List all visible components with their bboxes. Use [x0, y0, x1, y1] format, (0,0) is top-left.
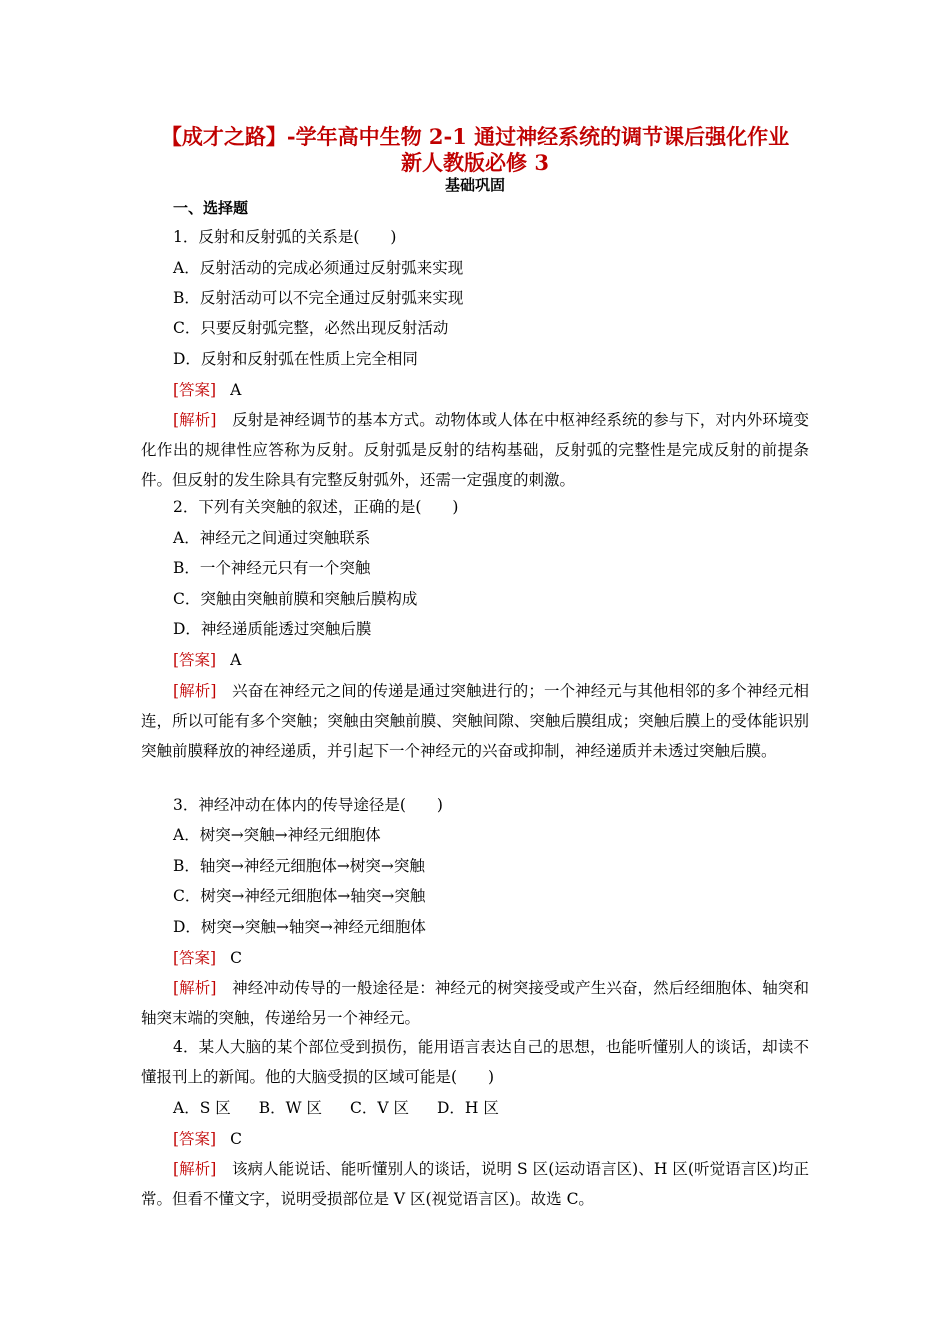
- question-1-option-b: B．反射活动可以不完全通过反射弧来实现: [173, 289, 464, 307]
- question-3-stem: 3．神经冲动在体内的传导途径是( ): [173, 796, 443, 814]
- question-2-option-b: B．一个神经元只有一个突触: [173, 559, 371, 577]
- question-2-option-a: A．神经元之间通过突触联系: [173, 529, 371, 547]
- document-subtitle: 基础巩固: [444, 176, 505, 194]
- question-4-option-c: C．V 区: [350, 1099, 409, 1117]
- analysis-tag: [解析]: [173, 979, 217, 997]
- question-1-analysis: [141, 405, 809, 495]
- answer-tag: [答案]: [173, 381, 217, 399]
- question-1-stem: 1．反射和反射弧的关系是( ): [173, 228, 397, 246]
- question-3-option-a: A．树突→突触→神经元细胞体: [173, 826, 381, 844]
- analysis-text: 神经冲动传导的一般途径是：神经元的树突接受或产生兴奋，然后经细胞体、轴突和轴突末端的突触，传递给另一个神经元。: [141, 979, 809, 1027]
- answer-value: A: [230, 651, 242, 669]
- question-4-stem: 4．某人大脑的某个部位受到损伤，能用语言表达自己的思想，也能听懂别人的谈话，却读不懂报刊上的新闻。他的大脑受损的区域可能是( ): [141, 1038, 809, 1086]
- question-2-option-c: C．突触由突触前膜和突触后膜构成: [173, 590, 418, 608]
- question-2-answer: [173, 650, 241, 670]
- analysis-text: 兴奋在神经元之间的传递是通过突触进行的；一个神经元与其他相邻的多个神经元相连，所以可能有多个突触；突触由突触前膜、突触间隙、突触后膜组成；突触后膜上的受体能识别突触前膜释放的神经递质，并引起下一个神经元的兴奋或抑制，神经递质并未透过突触后膜。: [141, 682, 809, 760]
- question-4-option-a: A．S 区: [173, 1099, 231, 1117]
- answer-value: C: [230, 949, 242, 967]
- question-2-option-d: D．神经递质能透过突触后膜: [173, 620, 372, 638]
- question-1-option-c: C．只要反射弧完整，必然出现反射活动: [173, 319, 449, 337]
- question-4-analysis: [141, 1154, 809, 1214]
- answer-tag: [答案]: [173, 1130, 217, 1148]
- answer-tag: [答案]: [173, 651, 217, 669]
- question-1-answer: [173, 380, 241, 400]
- document-title-line-1: 【成才之路】-学年高中生物 2-1 通过神经系统的调节课后强化作业: [160, 124, 790, 149]
- question-3-option-d: D．树突→突触→轴突→神经元细胞体: [173, 918, 426, 936]
- question-4-option-d: D．H 区: [436, 1099, 499, 1117]
- section-heading: 一、选择题: [173, 199, 249, 217]
- question-4-answer: [173, 1129, 242, 1149]
- question-2-stem: 2．下列有关突触的叙述，正确的是( ): [173, 498, 459, 516]
- question-3-analysis: [141, 973, 809, 1033]
- document-title-line-2: 新人教版必修 3: [401, 150, 549, 175]
- question-3-answer: [173, 948, 242, 968]
- question-3-option-b: B．轴突→神经元细胞体→树突→突触: [173, 857, 425, 875]
- question-1-option-a: A．反射活动的完成必须通过反射弧来实现: [173, 259, 464, 277]
- analysis-text: 反射是神经调节的基本方式。动物体或人体在中枢神经系统的参与下，对内外环境变化作出的规律性应答称为反射。反射弧是反射的结构基础，反射弧的完整性是完成反射的前提条件。但反射的发生除具有完整反射弧外，还需一定强度的刺激。: [141, 411, 809, 489]
- analysis-tag: [解析]: [173, 411, 217, 429]
- question-2-analysis: [141, 676, 809, 766]
- analysis-text: 该病人能说话、能听懂别人的谈话，说明 S 区(运动语言区)、H 区(听觉语言区)均正常。但看不懂文字，说明受损部位是 V 区(视觉语言区)。故选 C。: [141, 1160, 809, 1208]
- question-3-option-c: C．树突→神经元细胞体→轴突→突触: [173, 887, 426, 905]
- answer-tag: [答案]: [173, 949, 217, 967]
- analysis-tag: [解析]: [173, 682, 217, 700]
- analysis-tag: [解析]: [173, 1160, 217, 1178]
- answer-value: A: [230, 381, 242, 399]
- question-1-option-d: D．反射和反射弧在性质上完全相同: [173, 350, 418, 368]
- question-4-option-b: B．W 区: [258, 1099, 322, 1117]
- question-4-options: [173, 1098, 527, 1118]
- answer-value: C: [230, 1130, 242, 1148]
